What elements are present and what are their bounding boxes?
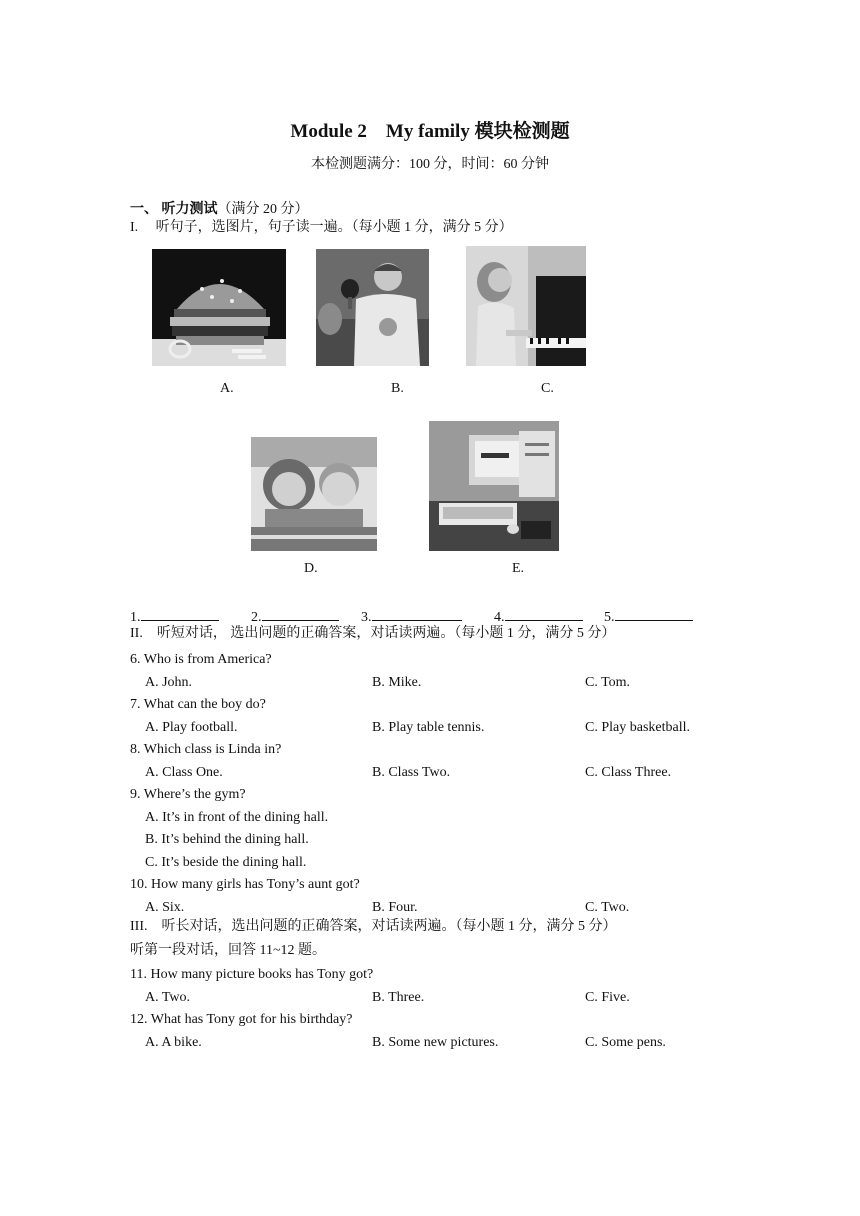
question-10: 10. How many girls has Tony’s aunt got? [130, 877, 360, 892]
section-score: （满分 20 分） [217, 202, 309, 217]
hamburger-image [152, 249, 286, 366]
option-10a: A. Six. [145, 900, 185, 915]
part-ii-instruction: II. 听短对话， 选出问题的正确答案，对话读两遍。（每小题 1 分，满分 5 分） [130, 626, 616, 641]
section-heading [130, 198, 309, 218]
answer-blank-1[interactable]: 1. [130, 606, 219, 627]
option-7c: C. Play basketball. [585, 720, 690, 735]
computer-image [429, 421, 559, 551]
picture-label-d: D. [304, 561, 318, 576]
picture-label-c: C. [541, 381, 554, 396]
question-11: 11. How many picture books has Tony got? [130, 967, 374, 982]
option-11c: C. Five. [585, 990, 630, 1005]
option-6b: B. Mike. [372, 675, 422, 690]
answer-blank-2[interactable]: 2. [251, 606, 339, 627]
option-12c: C. Some pens. [585, 1035, 666, 1050]
table-tennis-boy-image [316, 249, 429, 366]
option-12b: B. Some new pictures. [372, 1035, 499, 1050]
two-children-image [251, 437, 377, 551]
question-9: 9. Where’s the gym? [130, 787, 246, 802]
section-name: 听力测试 [161, 202, 218, 217]
part-i-instruction: I. 听句子，选图片，句子读一遍。（每小题 1 分，满分 5 分） [130, 220, 513, 235]
page-subtitle: 本检测题满分：100 分，时间：60 分钟 [311, 157, 549, 172]
page-title: Module 2 My family 模块检测题 [290, 121, 570, 142]
option-8c: C. Class Three. [585, 765, 672, 780]
question-6: 6. Who is from America? [130, 652, 272, 667]
part-iii-sub: 听第一段对话，回答 11~12 题。 [130, 943, 327, 958]
option-10c: C. Two. [585, 900, 630, 915]
option-10b: B. Four. [372, 900, 418, 915]
question-12: 12. What has Tony got for his birthday? [130, 1012, 353, 1027]
section-number: 一、 [130, 202, 158, 217]
option-9a: A. It’s in front of the dining hall. [145, 810, 329, 825]
question-8: 8. Which class is Linda in? [130, 742, 282, 757]
option-6a: A. John. [145, 675, 193, 690]
picture-label-e: E. [512, 561, 525, 576]
option-12a: A. A bike. [145, 1035, 202, 1050]
answer-blank-3[interactable]: 3. [361, 606, 462, 627]
option-11a: A. Two. [145, 990, 191, 1005]
option-8b: B. Class Two. [372, 765, 451, 780]
part-iii-instruction: III. 听长对话，选出问题的正确答案，对话读两遍。（每小题 1 分，满分 5 分） [130, 919, 617, 934]
picture-label-a: A. [220, 381, 234, 396]
option-6c: C. Tom. [585, 675, 631, 690]
girl-piano-image [466, 246, 586, 366]
answer-blank-5[interactable]: 5. [604, 606, 693, 627]
option-9b: B. It’s behind the dining hall. [145, 832, 309, 847]
option-8a: A. Class One. [145, 765, 223, 780]
question-7: 7. What can the boy do? [130, 697, 266, 712]
picture-label-b: B. [391, 381, 404, 396]
option-9c: C. It’s beside the dining hall. [145, 855, 307, 870]
option-7b: B. Play table tennis. [372, 720, 485, 735]
option-11b: B. Three. [372, 990, 425, 1005]
answer-blank-4[interactable]: 4. [494, 606, 583, 627]
option-7a: A. Play football. [145, 720, 238, 735]
